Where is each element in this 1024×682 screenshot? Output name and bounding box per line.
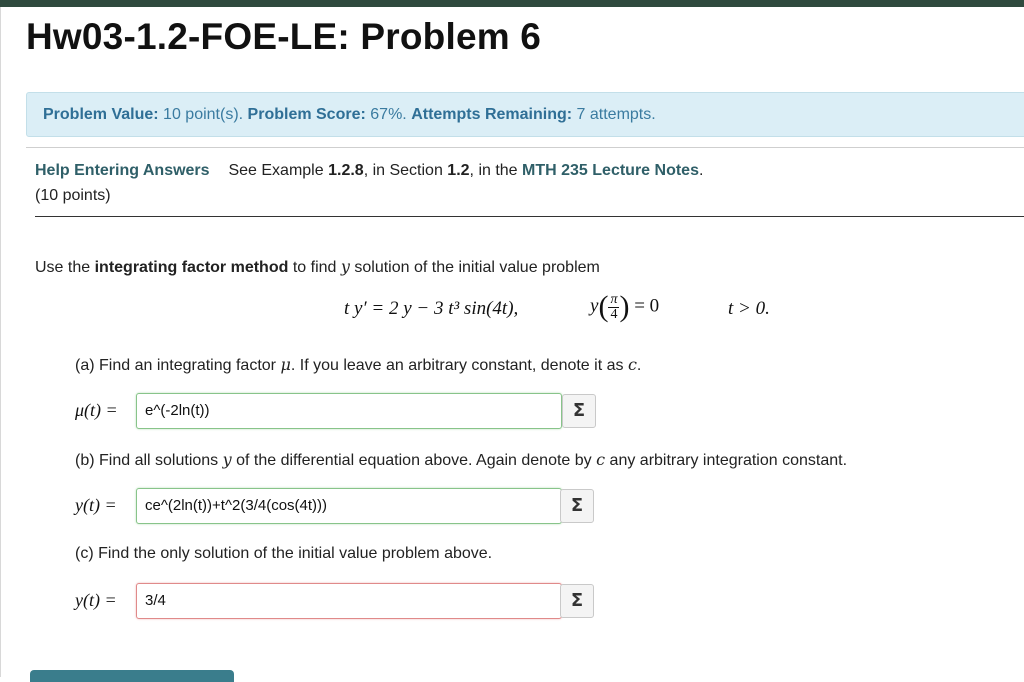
help-line	[35, 162, 703, 180]
ic-denominator: 4	[610, 306, 618, 322]
ic-fraction	[608, 293, 619, 322]
ic-y: y	[590, 295, 599, 317]
section-number: 1.2	[447, 162, 470, 179]
help-entering-answers-link[interactable]: Help Entering Answers	[35, 162, 210, 179]
ode-equation: t y′ = 2 y − 3 t³ sin(4t),	[344, 298, 519, 319]
part-b-text: (b) Find all solutions	[75, 452, 219, 469]
part-a-label: μ(t) =	[75, 400, 118, 420]
submit-button[interactable]	[30, 670, 234, 682]
points-text: (10 points)	[35, 187, 111, 204]
ic-close-paren: )	[619, 290, 630, 323]
lecture-notes-link[interactable]: MTH 235 Lecture Notes	[522, 162, 699, 179]
domain-condition: t > 0.	[728, 298, 770, 319]
part-a-symbol: μ	[280, 355, 291, 374]
part-b-prompt	[75, 450, 847, 470]
intro-tail: solution of the initial value problem	[354, 259, 600, 276]
part-b-label: y(t) =	[75, 495, 117, 515]
intro-pre: Use the	[35, 259, 91, 276]
part-a-text: (a) Find an integrating factor	[75, 357, 276, 374]
in-section-text: , in Section	[363, 162, 443, 179]
part-a-equation-editor-button[interactable]: Σ	[562, 394, 596, 428]
attempts-remaining: 7 attempts.	[576, 106, 656, 123]
ic-numerator: π	[610, 291, 618, 307]
problem-info-text	[43, 106, 656, 124]
initial-condition	[590, 290, 659, 324]
see-example-text: See Example	[228, 162, 324, 179]
part-a-text2: . If you leave an arbitrary constant, denote it as	[290, 357, 624, 374]
problem-intro	[35, 257, 600, 277]
intro-post: to find	[292, 259, 337, 276]
in-the-text: , in the	[469, 162, 518, 179]
part-b-constant: c	[596, 450, 606, 469]
period: .	[698, 162, 704, 179]
page-title: Hw03-1.2-FOE-LE: Problem 6	[26, 16, 542, 57]
example-number: 1.2.8	[328, 162, 364, 179]
divider	[26, 147, 1024, 148]
part-c-label: y(t) =	[75, 590, 117, 610]
problem-score-label: Problem Score:	[247, 106, 366, 123]
problem-value: 10 point(s).	[163, 106, 244, 123]
part-a-constant: c	[627, 355, 637, 374]
problem-info-box	[26, 92, 1024, 137]
part-c-answer-input[interactable]: 3/4	[136, 583, 562, 619]
ic-open-paren: (	[598, 290, 609, 323]
part-a-prompt	[75, 355, 641, 375]
part-c-prompt: (c) Find the only solution of the initial value problem above.	[75, 545, 493, 562]
problem-score: 67%.	[370, 106, 407, 123]
part-b-answer-input[interactable]: ce^(2ln(t))+t^2(3/4(cos(4t)))	[136, 488, 562, 524]
ic-rhs: = 0	[634, 295, 660, 317]
intro-method: integrating factor method	[94, 259, 289, 276]
section-divider	[35, 216, 1024, 217]
part-c-equation-editor-button[interactable]: Σ	[560, 584, 594, 618]
part-b-symbol: y	[222, 450, 232, 469]
part-b-text3: any arbitrary integration constant.	[609, 452, 848, 469]
intro-var: y	[340, 257, 350, 276]
left-border	[0, 7, 1, 677]
attempts-label: Attempts Remaining:	[411, 106, 573, 123]
part-b-text2: of the differential equation above. Again denote by	[236, 452, 592, 469]
part-a-end: .	[636, 357, 642, 374]
problem-value-label: Problem Value:	[43, 106, 159, 123]
part-a-answer-input[interactable]: e^(-2ln(t))	[136, 393, 562, 429]
part-b-equation-editor-button[interactable]: Σ	[560, 489, 594, 523]
top-bar	[0, 0, 1024, 7]
